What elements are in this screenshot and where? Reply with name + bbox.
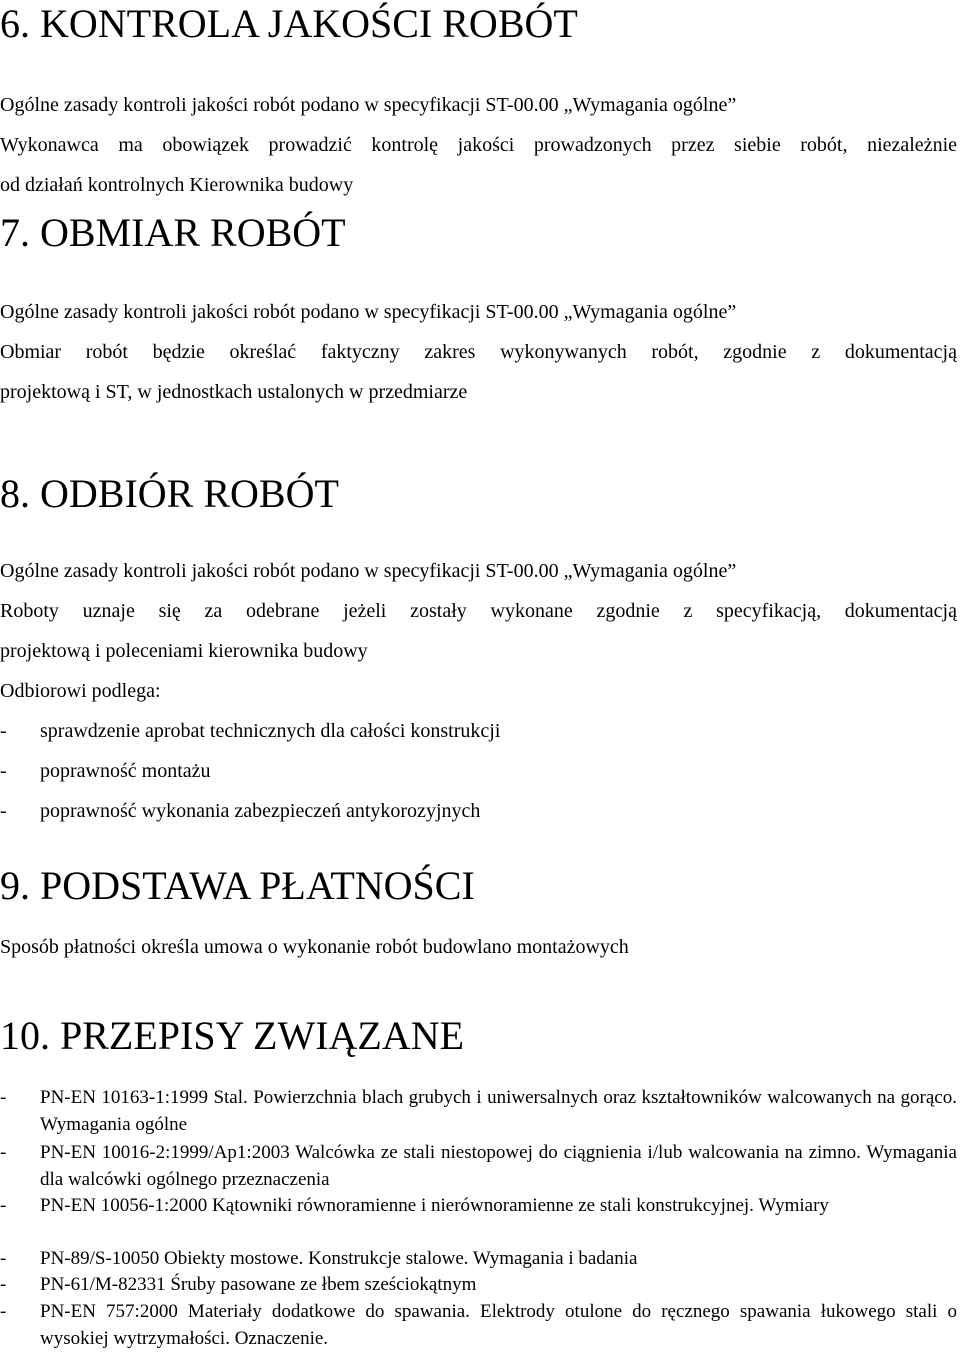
standard-reference-item: [0, 1139, 957, 1193]
section-8-list-intro: Odbiorowi podlega:: [0, 680, 161, 702]
list-dash: -: [0, 1248, 7, 1269]
list-dash: -: [0, 1142, 7, 1163]
standard-reference-text: PN-EN 10016-2:1999/Ap1:2003 Walcówka ze stali niestopowej do ciągnienia i/lub walcowania na zimno. Wymagania dla walcówki ogólnego przeznaczenia: [40, 1142, 957, 1190]
standard-reference-item: [0, 1084, 957, 1138]
section-7-paragraph-line-1: Obmiar robót będzie określać faktyczny zakres wykonywanych robót, zgodnie z dokumentacją: [0, 341, 957, 363]
standard-reference-text: PN-61/M-82331 Śruby pasowane ze łbem sześciokątnym: [40, 1274, 477, 1295]
section-6-paragraph-line-2: od działań kontrolnych Kierownika budowy: [0, 174, 354, 196]
list-item-text: poprawność montażu: [40, 760, 211, 782]
list-item-text: poprawność wykonania zabezpieczeń antykorozyjnych: [40, 800, 481, 822]
standard-reference-item: [0, 1271, 957, 1298]
standard-reference-text: PN-EN 757:2000 Materiały dodatkowe do spawania. Elektrody otulone do ręcznego spawania łukowego stali o wysokiej wytrzymałości. Oznaczenie.: [40, 1301, 957, 1349]
list-dash: -: [0, 800, 7, 822]
section-10-heading: 10. PRZEPISY ZWIĄZANE: [0, 1013, 465, 1058]
section-8-heading: 8. ODBIÓR ROBÓT: [0, 471, 339, 516]
standard-reference-text: PN-89/S-10050 Obiekty mostowe. Konstrukcje stalowe. Wymagania i badania: [40, 1248, 638, 1269]
list-dash: -: [0, 1195, 7, 1216]
section-9-paragraph: Sposób płatności określa umowa o wykonanie robót budowlano montażowych: [0, 936, 629, 958]
standard-reference-item: [0, 1298, 957, 1352]
list-dash: -: [0, 1301, 7, 1322]
section-6-heading: 6. KONTROLA JAKOŚCI ROBÓT: [0, 1, 578, 46]
section-6-intro: Ogólne zasady kontroli jakości robót podano w specyfikacji ST-00.00 „Wymagania ogólne”: [0, 94, 737, 116]
section-8-intro: Ogólne zasady kontroli jakości robót podano w specyfikacji ST-00.00 „Wymagania ogólne”: [0, 560, 737, 582]
standard-reference-item: [0, 1245, 957, 1272]
list-item-text: sprawdzenie aprobat technicznych dla całości konstrukcji: [40, 720, 501, 742]
list-dash: -: [0, 720, 7, 742]
standard-reference-text: PN-EN 10056-1:2000 Kątowniki równoramienne i nierównoramienne ze stali konstrukcyjnej. Wymiary: [40, 1195, 829, 1216]
list-dash: -: [0, 1087, 7, 1108]
list-dash: -: [0, 1274, 7, 1295]
standard-reference-item: [0, 1192, 957, 1219]
section-7-intro: Ogólne zasady kontroli jakości robót podano w specyfikacji ST-00.00 „Wymagania ogólne”: [0, 301, 737, 323]
list-dash: -: [0, 760, 7, 782]
section-8-paragraph-line-2: projektową i poleceniami kierownika budowy: [0, 640, 368, 662]
section-8-paragraph-line-1: Roboty uznaje się za odebrane jeżeli zostały wykonane zgodnie z specyfikacją, dokumentacją: [0, 600, 957, 622]
section-7-heading: 7. OBMIAR ROBÓT: [0, 210, 346, 255]
standard-reference-text: PN-EN 10163-1:1999 Stal. Powierzchnia blach grubych i uniwersalnych oraz kształtowników walcowanych na gorąco. Wymagania ogólne: [40, 1087, 957, 1135]
section-9-heading: 9. PODSTAWA PŁATNOŚCI: [0, 863, 475, 908]
section-7-paragraph-line-2: projektową i ST, w jednostkach ustalonych w przedmiarze: [0, 381, 468, 403]
section-6-paragraph-line-1: Wykonawca ma obowiązek prowadzić kontrolę jakości prowadzonych przez siebie robót, niezależnie: [0, 134, 957, 156]
